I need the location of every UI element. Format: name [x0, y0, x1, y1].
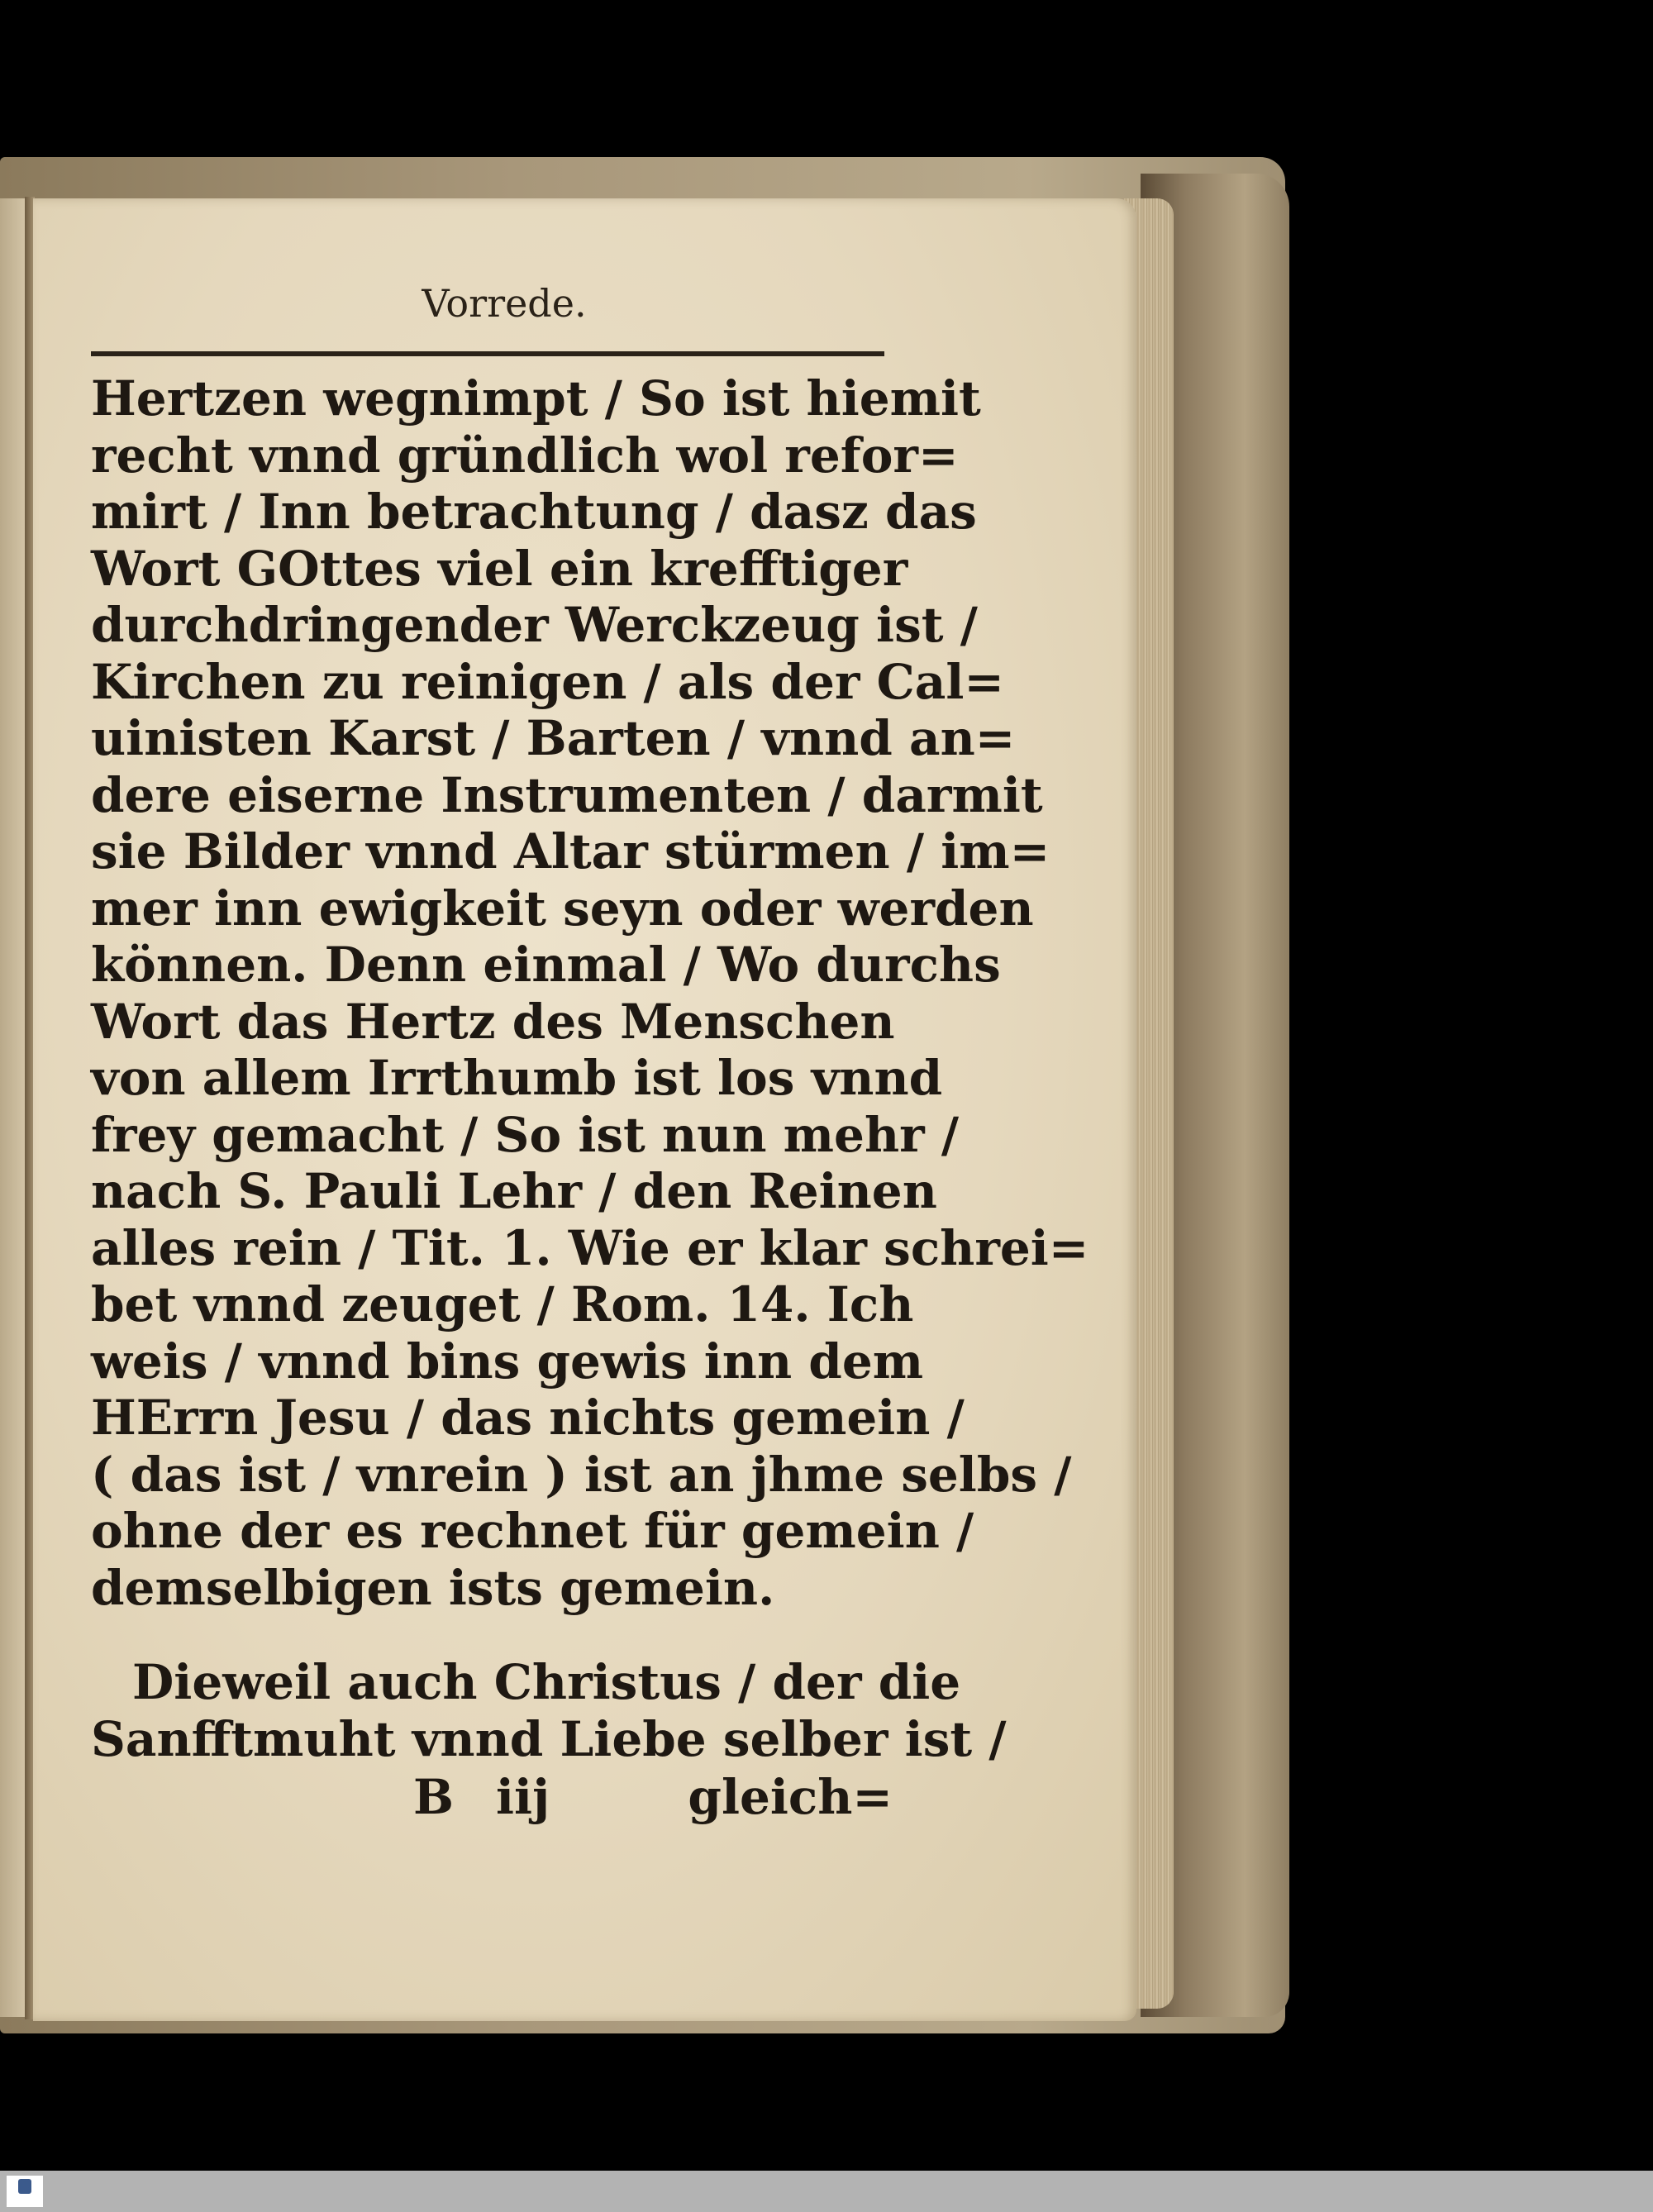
signature-mark: B: [413, 1769, 455, 1825]
text-line: Wort das Hertz des Menschen: [91, 993, 895, 1050]
text-line: sie Bilder vnnd Altar stürmen / im=: [91, 823, 1050, 880]
text-line: weis / vnnd bins gewis inn dem: [91, 1332, 924, 1390]
text-line: Wort GOttes viel ein krefftiger: [91, 540, 908, 597]
text-line: HErrn Jesu / das nichts gemein /: [91, 1390, 965, 1446]
text-line: uinisten Karst / Barten / vnnd an=: [91, 710, 1016, 766]
paragraph-gap: [91, 1616, 893, 1654]
catchword: gleich=: [688, 1769, 893, 1825]
text-line: alles rein / Tit. 1. Wie er klar schrei=: [91, 1219, 1089, 1276]
viewer-footer-bar: [0, 2171, 1653, 2212]
text-line: mirt / Inn betrachtung / dasz das: [91, 484, 977, 540]
text-line: Dieweil auch Christus / der die: [132, 1654, 961, 1710]
text-line: von allem Irrthumb ist los vnnd: [91, 1050, 943, 1106]
body-text: [91, 370, 1089, 1767]
text-line: nach S. Pauli Lehr / den Reinen: [91, 1163, 937, 1219]
running-head: Vorrede.: [422, 281, 587, 326]
text-line: dere eiserne Instrumenten / darmit: [91, 766, 1043, 823]
text-line: frey gemacht / So ist nun mehr /: [91, 1106, 960, 1163]
text-line: ohne der es rechnet für gemein /: [91, 1503, 974, 1559]
text-line: Kirchen zu reinigen / als der Cal=: [91, 653, 1004, 710]
text-line: demselbigen ists gemein.: [91, 1559, 775, 1616]
text-line: recht vnnd gründlich wol refor=: [91, 427, 959, 484]
text-line: durchdringender Werckzeug ist /: [91, 597, 978, 653]
library-logo-icon: [18, 2179, 31, 2194]
text-line: ( das ist / vnrein ) ist an jhme selbs /: [91, 1446, 1072, 1503]
signature-number: iij: [496, 1769, 550, 1825]
text-line: Sanfftmuht vnnd Liebe selber ist /: [91, 1710, 1007, 1767]
text-line: Hertzen wegnimpt / So ist hiemit: [91, 370, 981, 427]
signature-line: [91, 1769, 893, 1827]
text-line: können. Denn einmal / Wo durchs: [91, 937, 1001, 993]
text-line: bet vnnd zeuget / Rom. 14. Ich: [91, 1276, 914, 1332]
header-rule: [91, 351, 884, 356]
text-line: mer inn ewigkeit seyn oder werden: [91, 880, 1034, 937]
